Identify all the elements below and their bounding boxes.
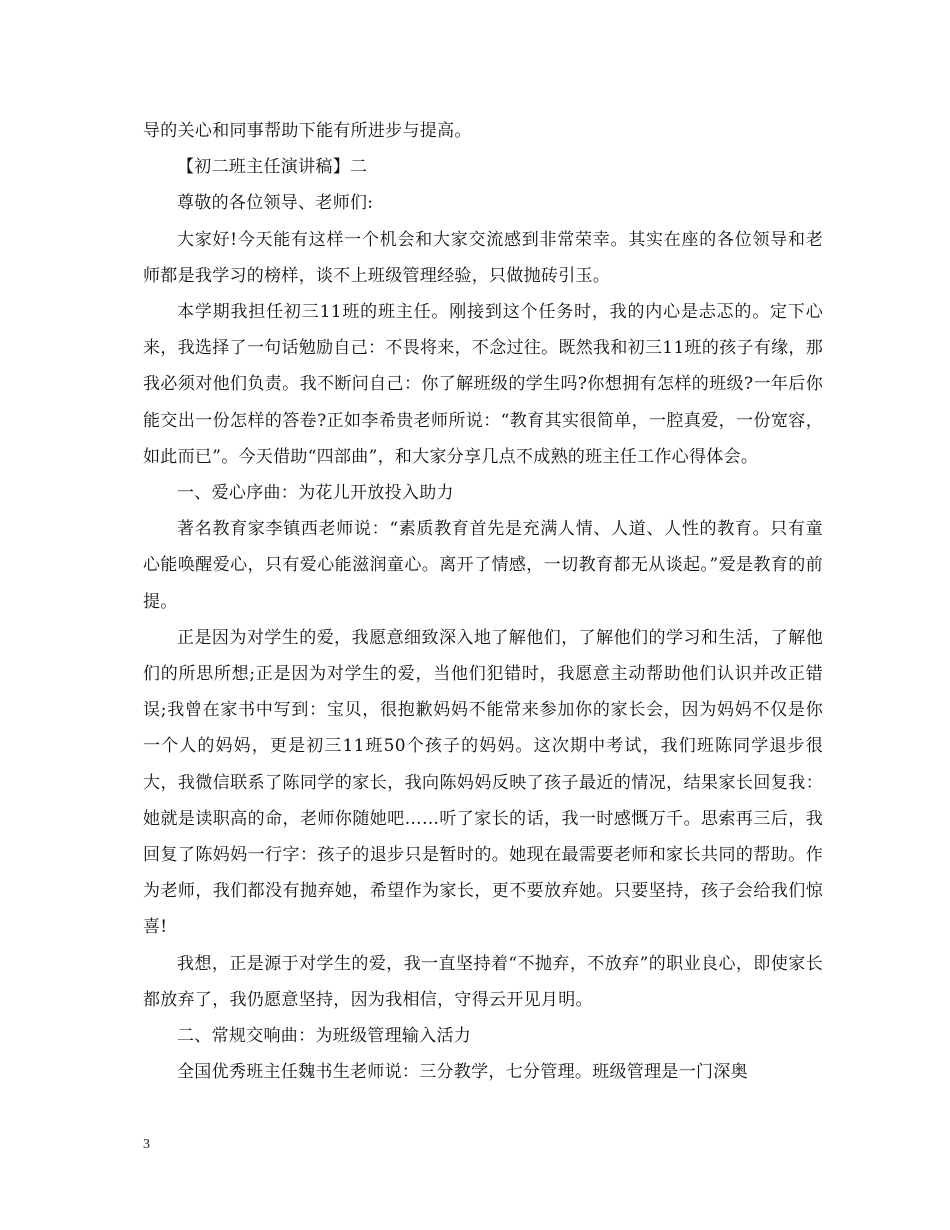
subheading: 二、常规交响曲：为班级管理输入活力 [177,1026,472,1047]
paragraph: 我想，正是源于对学生的爱，我一直坚持着“不抛弃，不放弃”的职业良心，即使家长都放弃了，我仍愿意坚持，因为我相信，守得云开见月明。 [143,953,823,1010]
page-number: 3 [143,1137,150,1152]
paragraph: 全国优秀班主任魏书生老师说：三分教学，七分管理。班级管理是一门深奥 [177,1062,748,1083]
salutation: 尊敬的各位领导、老师们: [177,193,374,214]
paragraph: 著名教育家李镇西老师说：“素质教育首先是充满人情、人道、人性的教育。只有童心能唤醒爱心，只有爱心能滋润童心。离开了情感，一切教育都无从谈起。”爱是教育的前提。 [143,519,823,612]
paragraph: 大家好!今天能有这样一个机会和大家交流感到非常荣幸。其实在座的各位领导和老师都是我学习的榜样，谈不上班级管理经验，只做抛砖引玉。 [143,229,823,286]
section-heading: 【初二班主任演讲稿】二 [177,157,368,178]
document-body [143,113,823,1090]
paragraph: 本学期我担任初三11班的班主任。刚接到这个任务时，我的内心是忐忑的。定下心来，我选择了一句话勉励自己：不畏将来，不念过往。既然我和初三11班的孩子有缘，那我必须对他们负责。我不断问自己：你了解班级的学生吗?你想拥有怎样的班级?一年后你能交出一份怎样的答卷?正如李希贵老师所说：“教育其实很简单，一腔真爱，一份宽容，如此而已”。今天借助“四部曲”，和大家分享几点不成熟的班主任工作心得体会。 [143,302,823,467]
paragraph-continuation: 导的关心和同事帮助下能有所进步与提高。 [143,121,472,141]
paragraph: 正是因为对学生的爱，我愿意细致深入地了解他们，了解他们的学习和生活，了解他们的所思所想;正是因为对学生的爱，当他们犯错时，我愿意主动帮助他们认识并改正错误;我曾在家书中写到：宝贝，很抱歉妈妈不能常来参加你的家长会，因为妈妈不仅是你一个人的妈妈，更是初三11班50个孩子的妈妈。这次期中考试，我们班陈同学退步很大，我微信联系了陈同学的家长，我向陈妈妈反映了孩子最近的情况，结果家长回复我：她就是读职高的命，老师你随她吧……听了家长的话，我一时感慨万千。思索再三后，我回复了陈妈妈一行字：孩子的退步只是暂时的。她现在最需要老师和家长共同的帮助。作为老师，我们都没有抛弃她，希望作为家长，更不要放弃她。只要坚持，孩子会给我们惊喜! [143,627,823,938]
subheading: 一、爱心序曲：为花儿开放投入助力 [177,483,454,504]
